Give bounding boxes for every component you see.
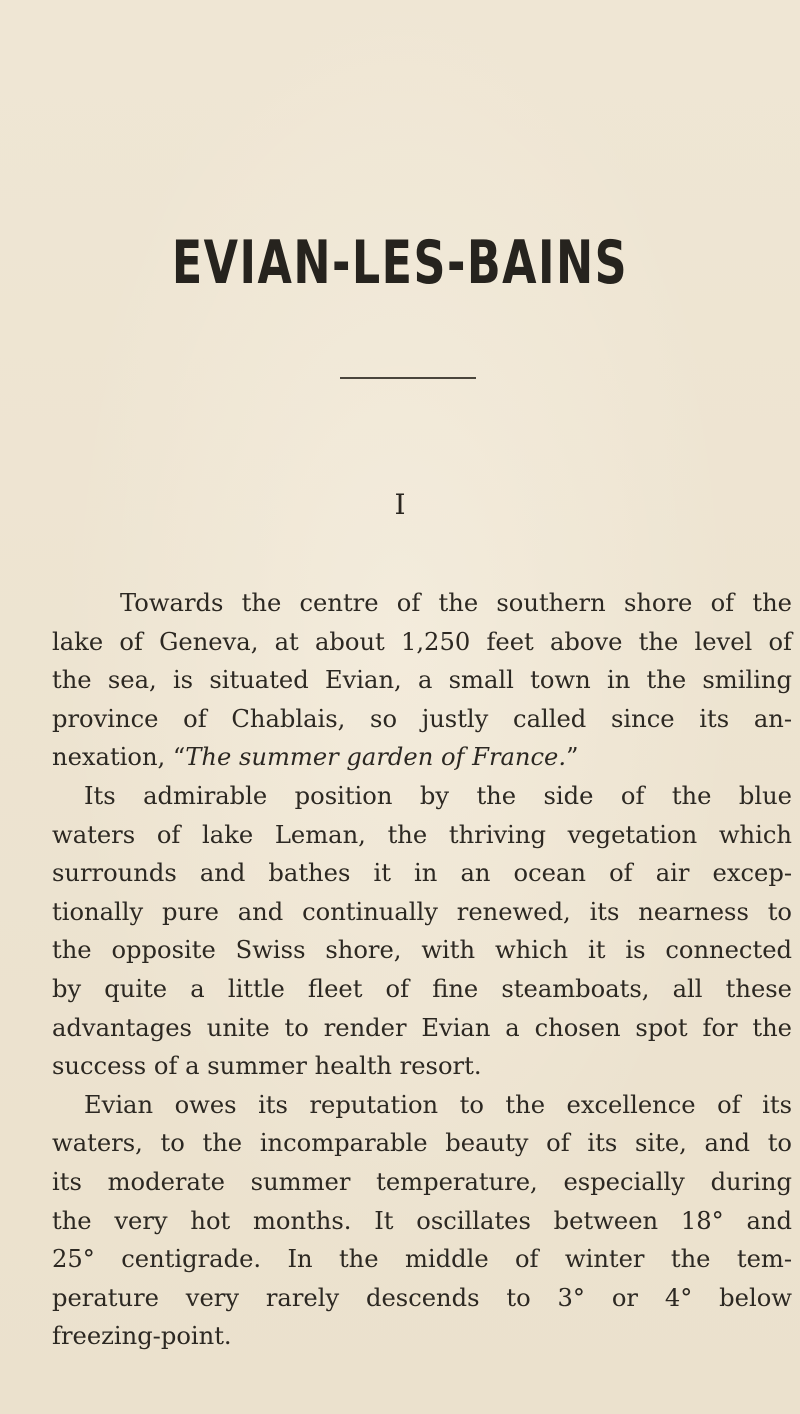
title-divider — [340, 377, 476, 379]
paragraph-line: tionally pure and continually renewed, its nearness to — [52, 897, 792, 926]
paragraph-line: its moderate summer temperature, especially during — [52, 1167, 792, 1196]
paragraph-line: waters of lake Leman, the thriving vegetation which — [52, 820, 792, 849]
paragraph-3 — [52, 1086, 792, 1356]
paragraph-2 — [52, 777, 792, 1086]
paragraph-line: 25° centigrade. In the middle of winter the tem- — [52, 1245, 792, 1274]
paragraph-line: Evian owes its reputation to the excellence of its — [84, 1090, 792, 1119]
page-title: EVIAN-LES-BAINS — [171, 228, 629, 298]
paragraph-line: waters, to the incomparable beauty of its site, and to — [52, 1129, 792, 1158]
paragraph-line: perature very rarely descends to 3° or 4° below — [52, 1283, 792, 1312]
body-text — [52, 584, 792, 1356]
paragraph-line: the sea, is situated Evian, a small town in the smiling — [52, 666, 792, 695]
paragraph-1 — [52, 584, 792, 777]
paragraph-line: advantages unite to render Evian a chosen spot for the — [52, 1013, 792, 1042]
paragraph-line: surrounds and bathes it in an ocean of air excep- — [52, 859, 792, 888]
paragraph-line: the very hot months. It oscillates between 18° and — [52, 1206, 792, 1235]
paragraph-line: by quite a little fleet of fine steamboats, all these — [52, 974, 792, 1003]
paragraph-line: the opposite Swiss shore, with which it is connected — [52, 936, 792, 965]
paragraph-line: freezing-point. — [52, 1322, 232, 1351]
paragraph-line: Its admirable position by the side of the blue — [84, 781, 792, 810]
section-number: I — [394, 488, 406, 521]
paragraph-line: lake of Geneva, at about 1,250 feet above the level of — [52, 627, 792, 656]
paragraph-line: Towards the centre of the southern shore of the — [120, 589, 792, 617]
paragraph-line: success of a summer health resort. — [52, 1052, 482, 1081]
paragraph-line-italic-quote: nexation, “The summer garden of France.” — [52, 743, 579, 772]
paragraph-line: province of Chablais, so justly called since its an- — [52, 704, 792, 733]
